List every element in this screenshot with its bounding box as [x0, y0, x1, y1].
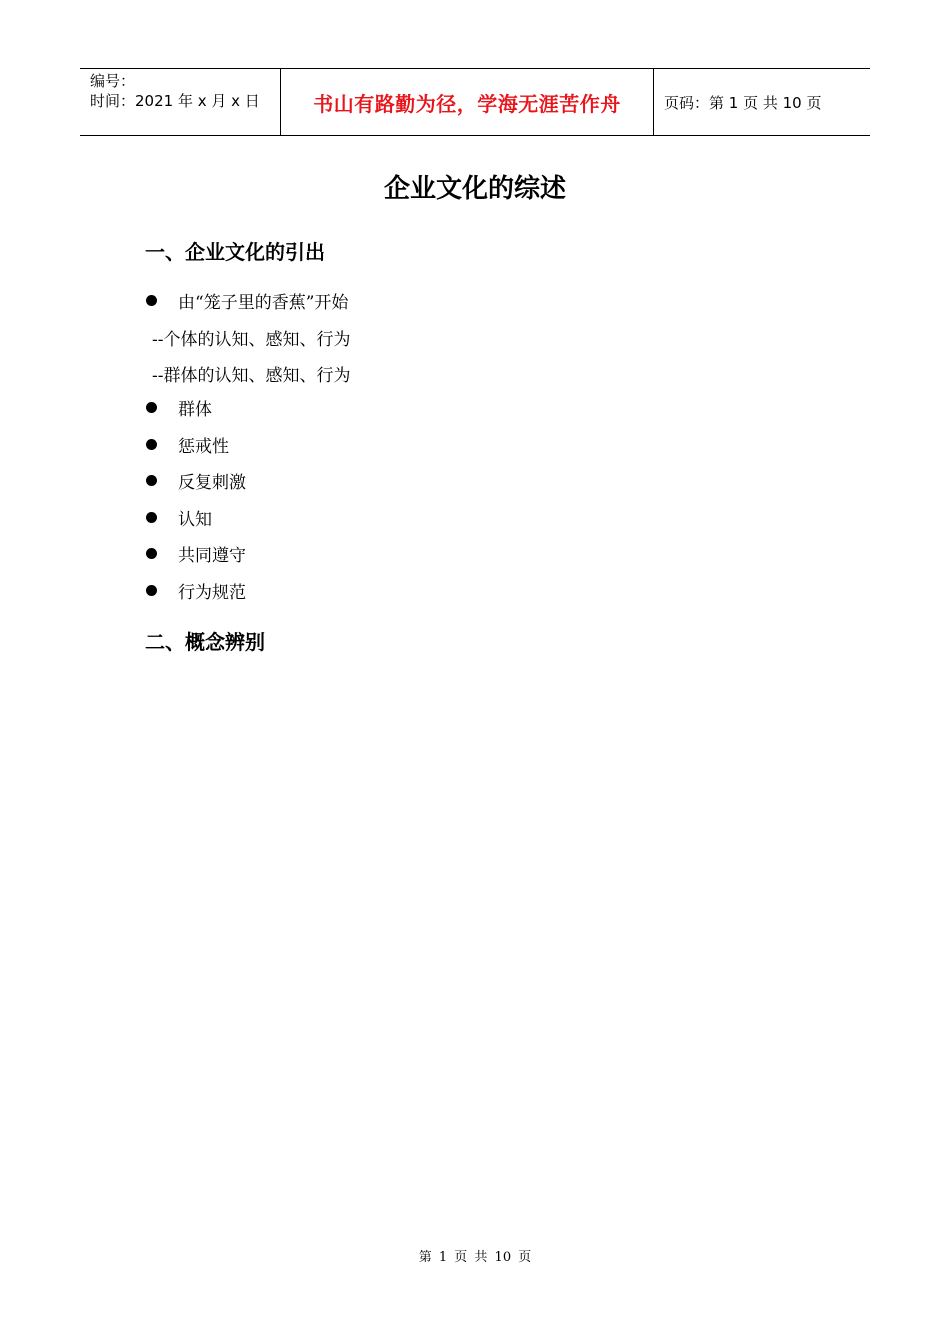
- sub-item: --个体的认知、感知、行为: [152, 330, 351, 350]
- list-item: [145, 466, 246, 494]
- list-item-text: 反复刺激: [178, 472, 246, 493]
- list-item: [145, 576, 246, 604]
- section-heading-2: 二、概念辨别: [145, 630, 265, 654]
- list-item-text: 认知: [178, 509, 212, 530]
- sub-item: --群体的认知、感知、行为: [152, 366, 351, 386]
- list-item-text: 惩戒性: [178, 436, 229, 457]
- section-heading-1: 一、企业文化的引出: [145, 240, 325, 264]
- list-item-text: 群体: [178, 399, 212, 420]
- bullet-icon: [146, 512, 157, 523]
- header-page-info: 页码：第 1 页 共 10 页: [664, 93, 822, 112]
- list-item-text: 由“笼子里的香蕉”开始: [178, 292, 349, 313]
- header-motto: 书山有路勤为径，学海无涯苦作舟: [281, 69, 654, 135]
- list-item: [145, 539, 246, 567]
- header-meta-cell: [80, 69, 281, 135]
- bullet-icon: [146, 439, 157, 450]
- bullet-icon: [146, 548, 157, 559]
- bullet-icon: [146, 402, 157, 413]
- page-footer: 第 1 页 共 10 页: [418, 1250, 532, 1265]
- list-item: [145, 393, 212, 421]
- document-date-label: 时间：2021 年 x 月 x 日: [90, 92, 260, 110]
- bullet-icon: [146, 295, 157, 306]
- list-item-text: 共同遵守: [178, 545, 246, 566]
- list-item: [145, 286, 348, 314]
- list-item-text: 行为规范: [178, 582, 246, 603]
- list-item: [145, 503, 212, 531]
- page-title: 企业文化的综述: [383, 174, 566, 204]
- bullet-icon: [146, 585, 157, 596]
- bullet-icon: [146, 475, 157, 486]
- list-item: [145, 430, 229, 458]
- document-number-label: 编号：: [90, 72, 136, 90]
- page-header: [80, 68, 870, 136]
